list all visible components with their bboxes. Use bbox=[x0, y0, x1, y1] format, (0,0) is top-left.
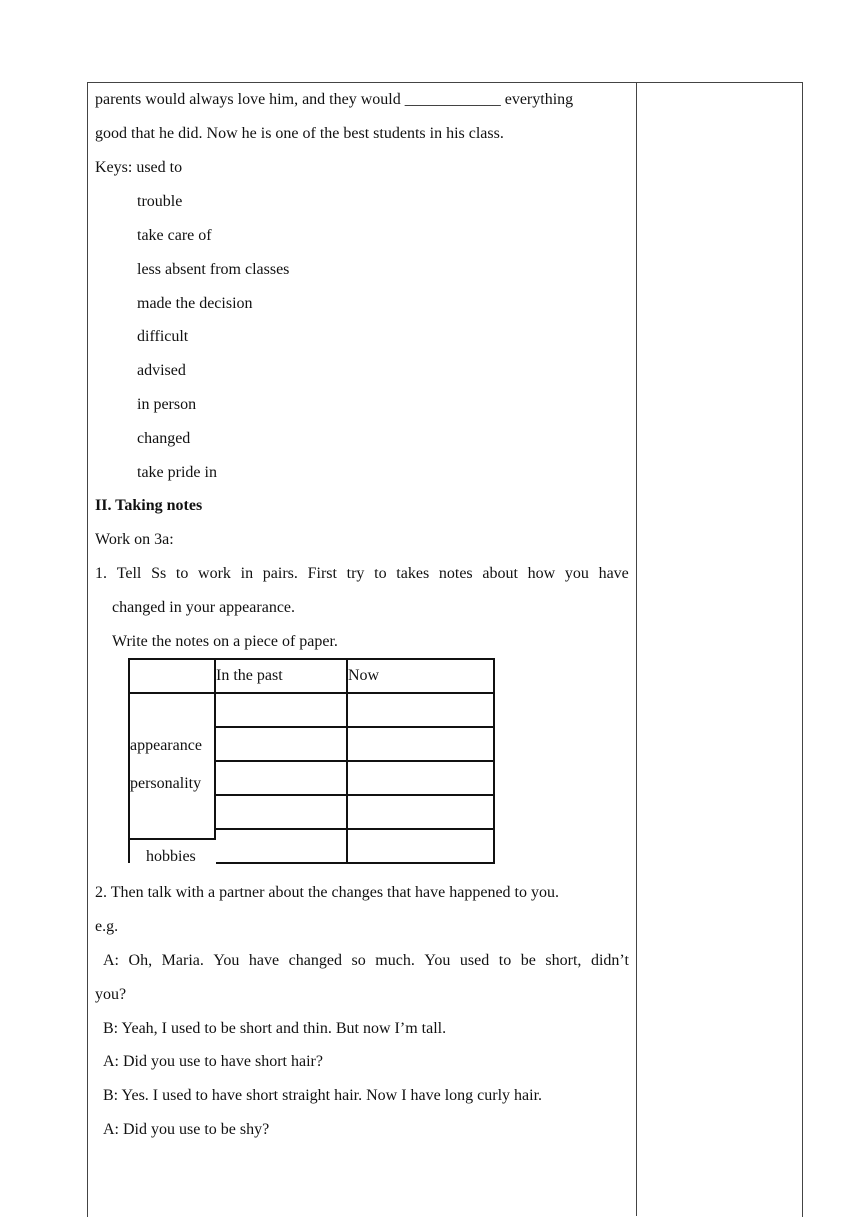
word: short, bbox=[545, 952, 582, 969]
word: Tell bbox=[116, 565, 142, 582]
table-cell bbox=[347, 693, 494, 727]
word: First bbox=[307, 565, 337, 582]
word: try bbox=[346, 565, 365, 582]
key-item: less absent from classes bbox=[137, 261, 290, 278]
keys-label: Keys: used to bbox=[95, 159, 183, 176]
row-label-appearance: appearance bbox=[130, 737, 202, 754]
word: about bbox=[482, 565, 518, 582]
word: A: bbox=[103, 952, 119, 969]
table-cell bbox=[347, 829, 494, 863]
word: so bbox=[351, 952, 366, 969]
table-cell bbox=[347, 795, 494, 829]
word: in bbox=[240, 565, 254, 582]
word: have bbox=[248, 952, 280, 969]
dialogue-line: B: Yes. I used to have short straight hair. Now I have long curly hair. bbox=[103, 1087, 543, 1104]
dialogue-line: A: Did you use to have short hair? bbox=[103, 1053, 323, 1070]
text-line: good that he did. Now he is one of the best students in his class. bbox=[95, 125, 504, 142]
word: pairs. bbox=[262, 565, 298, 582]
text-line: parents would always love him, and they would ____________ everything bbox=[95, 91, 574, 108]
key-item: difficult bbox=[137, 328, 189, 345]
table-cell bbox=[215, 795, 347, 829]
table-cell bbox=[215, 829, 347, 863]
hobbies-cell bbox=[130, 838, 216, 874]
dialogue-line: B: Yeah, I used to be short and thin. But now I’m tall. bbox=[103, 1020, 447, 1037]
table-row bbox=[129, 693, 494, 727]
word: 1. bbox=[95, 565, 107, 582]
table-header-cell: In the past bbox=[215, 659, 347, 693]
word: notes bbox=[438, 565, 473, 582]
text-line: 2. Then talk with a partner about the changes that have happened to you. bbox=[95, 884, 559, 901]
key-item: changed bbox=[137, 430, 191, 447]
table-cell bbox=[215, 693, 347, 727]
word: used bbox=[459, 952, 490, 969]
table-cell bbox=[347, 761, 494, 795]
table-cell bbox=[215, 761, 347, 795]
notes-table bbox=[128, 658, 495, 864]
word: didn’t bbox=[590, 952, 629, 969]
dialogue-line: you? bbox=[95, 986, 127, 1003]
word: work bbox=[198, 565, 231, 582]
text-line: e.g. bbox=[95, 918, 119, 935]
table-cell bbox=[215, 727, 347, 761]
key-item: trouble bbox=[137, 193, 183, 210]
table-row bbox=[129, 659, 494, 693]
word: to bbox=[175, 565, 189, 582]
word: Oh, bbox=[128, 952, 153, 969]
word: takes bbox=[396, 565, 430, 582]
word: be bbox=[520, 952, 536, 969]
word: how bbox=[527, 565, 556, 582]
word: much. bbox=[375, 952, 415, 969]
table-header-cell: Now bbox=[347, 659, 494, 693]
word: You bbox=[424, 952, 451, 969]
dialogue-line bbox=[103, 951, 629, 971]
row-label-hobbies: hobbies bbox=[146, 848, 196, 865]
text-line: Write the notes on a piece of paper. bbox=[112, 633, 338, 650]
word: you bbox=[564, 565, 589, 582]
section-title: II. Taking notes bbox=[95, 497, 203, 514]
word: changed bbox=[288, 952, 342, 969]
word: You bbox=[213, 952, 240, 969]
key-item: made the decision bbox=[137, 295, 253, 312]
table-cell bbox=[347, 727, 494, 761]
table-header-cell bbox=[129, 659, 215, 693]
word: to bbox=[498, 952, 512, 969]
key-item: advised bbox=[137, 362, 186, 379]
column-divider bbox=[636, 82, 637, 1216]
key-item: take pride in bbox=[137, 464, 217, 481]
word: Maria. bbox=[161, 952, 204, 969]
text-line: changed in your appearance. bbox=[112, 599, 296, 616]
row-label-personality: personality bbox=[130, 775, 202, 792]
step1-line bbox=[95, 564, 629, 584]
word: to bbox=[374, 565, 387, 582]
key-item: take care of bbox=[137, 227, 212, 244]
key-item: in person bbox=[137, 396, 197, 413]
word: have bbox=[598, 565, 629, 582]
word: Ss bbox=[151, 565, 167, 582]
text-line: Work on 3a: bbox=[95, 531, 174, 548]
dialogue-line: A: Did you use to be shy? bbox=[103, 1121, 270, 1138]
